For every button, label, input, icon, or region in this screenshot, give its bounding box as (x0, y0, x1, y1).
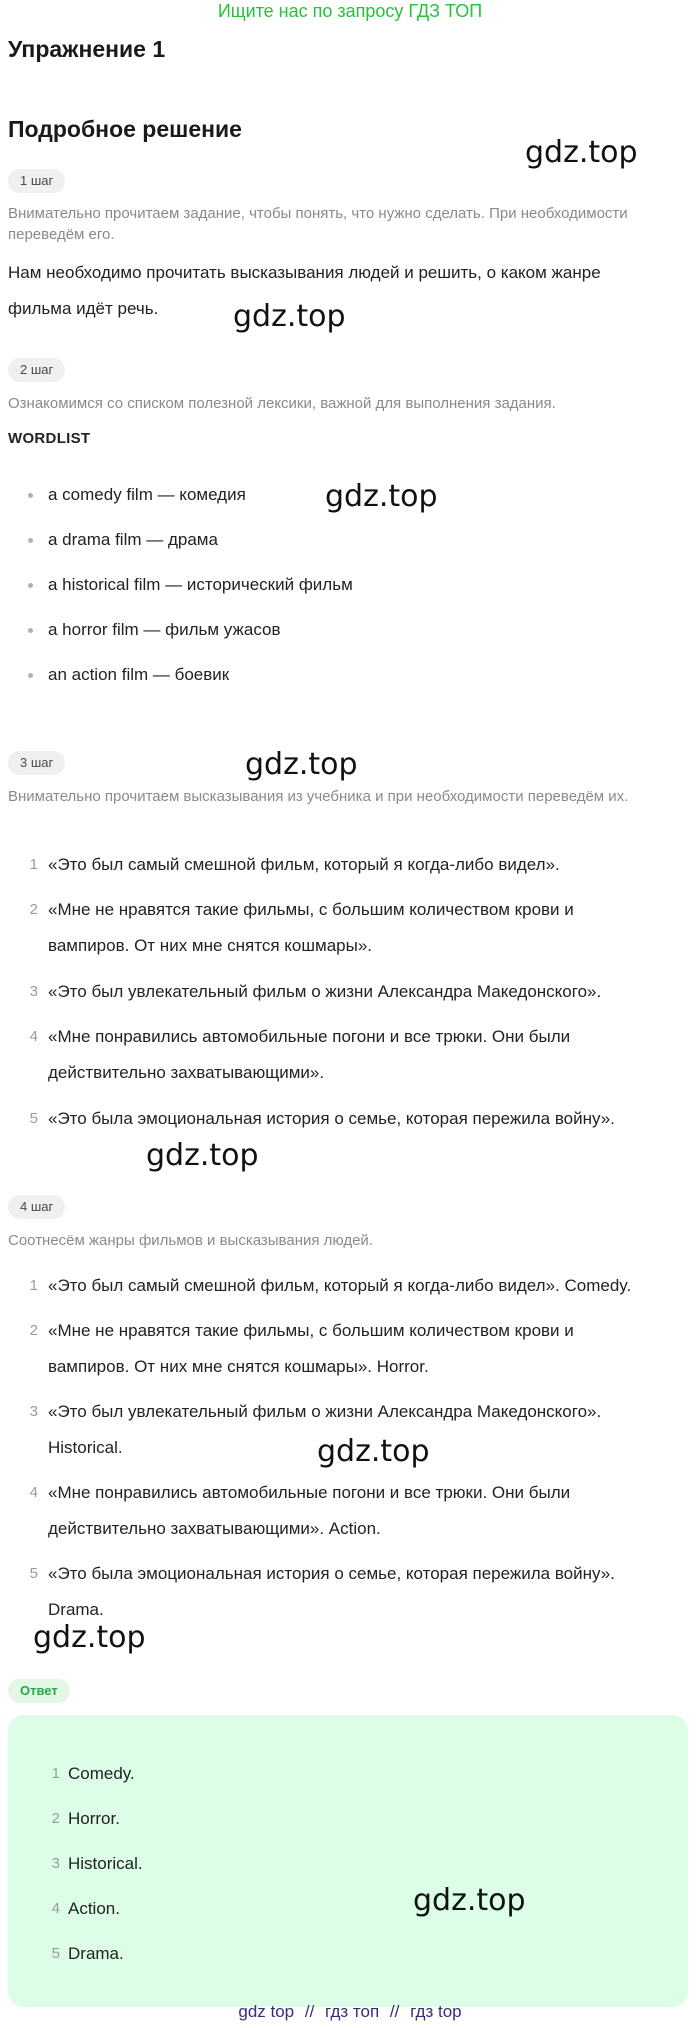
answer-text: Drama. (68, 1944, 124, 1963)
wordlist-item (48, 483, 246, 507)
page-title: Упражнение 1 (8, 36, 166, 62)
list-item (29, 1313, 688, 1385)
wordlist-title: WORDLIST (8, 430, 91, 447)
answer-text: Historical. (68, 1854, 143, 1873)
footer-separator: // (389, 2002, 400, 2021)
item-number: 1 (51, 1765, 60, 1782)
watermark: gdz.top (325, 479, 438, 514)
item-line: действительно захватывающими». (48, 1063, 325, 1082)
item-line: «Это был самый смешной фильм, который я когда-либо видел». (48, 855, 560, 874)
item-line: «Это была эмоциональная история о семье, которая пережила войну». (48, 1109, 615, 1128)
item-number: 5 (29, 1565, 38, 1582)
bullet-icon (28, 628, 33, 633)
list-item (29, 892, 688, 964)
watermark: gdz.top (33, 1620, 146, 1655)
wordlist-item (48, 528, 218, 552)
wordlist-item-text: a comedy film — комедия (48, 485, 246, 504)
step-3-badge: 3 шаг (8, 751, 65, 775)
answer-item (51, 1942, 124, 1966)
footer-link[interactable]: гдз top (410, 2002, 462, 2021)
answer-item (51, 1807, 120, 1831)
step-4-hint: Соотнесём жанры фильмов и высказывания людей. (8, 1232, 373, 1249)
answer-item (51, 1762, 135, 1786)
section-title: Подробное решение (8, 116, 242, 142)
wordlist-item (48, 663, 229, 687)
item-number: 3 (29, 983, 38, 1000)
list-item (29, 1268, 688, 1304)
item-number: 2 (51, 1810, 60, 1827)
step-2-hint: Ознакомимся со списком полезной лексики, важной для выполнения задания. (8, 395, 556, 412)
answer-item (51, 1852, 143, 1876)
item-number: 5 (29, 1110, 38, 1127)
item-line: «Мне понравились автомобильные погони и все трюки. Они были (48, 1483, 571, 1502)
list-item (29, 974, 688, 1010)
item-number: 3 (29, 1403, 38, 1420)
item-line: Drama. (48, 1600, 104, 1619)
item-number: 1 (29, 856, 38, 873)
footer-link[interactable]: гдз топ (325, 2002, 380, 2021)
item-line: Historical. (48, 1438, 123, 1457)
item-number: 2 (29, 1322, 38, 1339)
item-number: 1 (29, 1277, 38, 1294)
item-number: 2 (29, 901, 38, 918)
item-number: 5 (51, 1945, 60, 1962)
watermark: gdz.top (233, 299, 346, 334)
footer-separator: // (304, 2002, 315, 2021)
item-line: «Мне понравились автомобильные погони и все трюки. Они были (48, 1027, 571, 1046)
wordlist-item-text: a horror film — фильм ужасов (48, 620, 281, 639)
item-line: действительно захватывающими». Action. (48, 1519, 381, 1538)
footer-links (0, 2002, 700, 2022)
answer-badge: Ответ (8, 1679, 70, 1703)
list-item (29, 1556, 688, 1628)
list-item (29, 1019, 688, 1091)
bullet-icon (28, 538, 33, 543)
wordlist-item (48, 618, 281, 642)
wordlist-item-text: an action film — боевик (48, 665, 230, 684)
answer-item (51, 1897, 120, 1921)
step-1-text-line2: фильма идёт речь. (8, 299, 159, 318)
step-1-text-line1: Нам необходимо прочитать высказывания людей и решить, о каком жанре (8, 263, 601, 282)
top-banner[interactable]: Ищите нас по запросу ГДЗ ТОП (217, 1, 483, 21)
item-line: «Это была эмоциональная история о семье, которая пережила войну». (48, 1564, 615, 1583)
step-2-badge: 2 шаг (8, 358, 65, 382)
watermark: gdz.top (245, 747, 358, 782)
answer-box (8, 1715, 688, 2007)
watermark: gdz.top (317, 1434, 430, 1469)
item-line: «Это был самый смешной фильм, который я когда-либо видел». Comedy. (48, 1276, 632, 1295)
watermark: gdz.top (146, 1138, 259, 1173)
list-item (29, 1475, 688, 1547)
wordlist-item-text: a drama film — драма (48, 530, 218, 549)
answer-text: Action. (68, 1899, 120, 1918)
answer-text: Horror. (68, 1809, 120, 1828)
item-number: 3 (51, 1855, 60, 1872)
watermark: gdz.top (413, 1883, 526, 1918)
bullet-icon (28, 583, 33, 588)
item-number: 4 (29, 1028, 38, 1045)
item-line: вампиров. От них мне снятся кошмары». Horror. (48, 1357, 429, 1376)
answer-text: Comedy. (68, 1764, 135, 1783)
step-3-hint: Внимательно прочитаем высказывания из учебника и при необходимости переведём их. (8, 788, 629, 805)
item-line: «Мне не нравятся такие фильмы, с большим количеством крови и (48, 900, 574, 919)
bullet-icon (28, 493, 33, 498)
list-item (29, 847, 688, 883)
wordlist-item (48, 573, 353, 597)
footer-link[interactable]: gdz top (238, 2002, 295, 2021)
item-number: 4 (51, 1900, 60, 1917)
watermark: gdz.top (525, 135, 638, 170)
step-1-hint: Внимательно прочитаем задание, чтобы понять, что нужно сделать. При необходимости переведём его. (8, 205, 628, 243)
item-line: «Это был увлекательный фильм о жизни Александра Македонского». (48, 1402, 602, 1421)
bullet-icon (28, 673, 33, 678)
item-line: «Мне не нравятся такие фильмы, с большим количеством крови и (48, 1321, 574, 1340)
item-line: вампиров. От них мне снятся кошмары». (48, 936, 372, 955)
step-4-badge: 4 шаг (8, 1195, 65, 1219)
wordlist-item-text: a historical film — исторический фильм (48, 575, 353, 594)
item-number: 4 (29, 1484, 38, 1501)
step-1-badge: 1 шаг (8, 169, 65, 193)
list-item (29, 1101, 688, 1137)
item-line: «Это был увлекательный фильм о жизни Александра Македонского». (48, 982, 602, 1001)
